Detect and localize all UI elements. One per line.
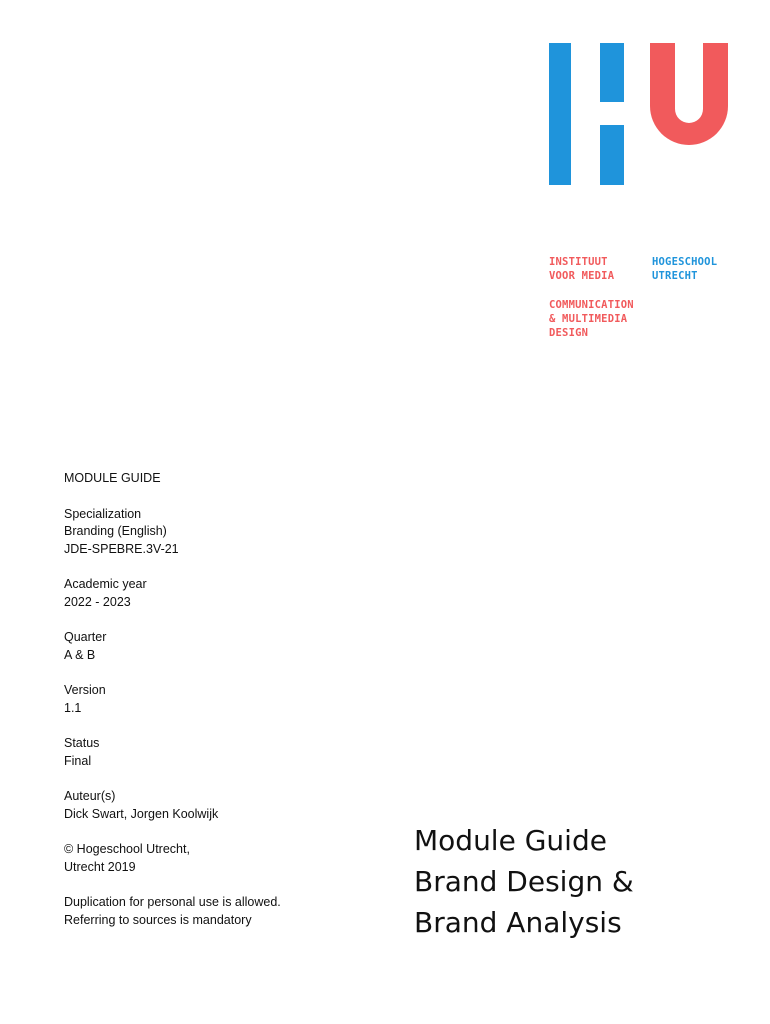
logo-letter-u-counter [675,43,703,123]
academic-year-value: 2022 - 2023 [64,594,131,609]
document-title [414,820,634,943]
copyright-line-2: Utrecht 2019 [64,859,136,874]
specialization-value: Branding (English) [64,524,167,538]
doc-type-block [64,470,364,488]
referring-notice: Referring to sources is mandatory [64,912,252,927]
hu-logo [549,43,729,185]
authors-value: Dick Swart, Jorgen Koolwijk [64,806,219,821]
title-line-2: Brand Design & [414,865,634,898]
status-value: Final [64,753,92,768]
logo-bar-middle-top [600,43,624,102]
title-line-1: Module Guide [414,824,607,857]
quarter-label: Quarter [64,630,107,644]
quarter-block [64,629,364,664]
academic-year-block [64,576,364,611]
copyright-block [64,841,364,876]
version-block [64,682,364,717]
quarter-value: A & B [64,647,96,662]
title-line-3: Brand Analysis [414,906,622,939]
logo-bar-left [549,43,571,185]
authors-label: Auteur(s) [64,789,116,803]
academic-year-label: Academic year [64,577,147,591]
specialization-label: Specialization [64,506,142,521]
logo-bar-middle-bottom [600,125,624,185]
usage-notice-block [64,894,364,929]
version-value: 1.1 [64,700,82,715]
copyright-line-1: © Hogeschool Utrecht, [64,842,190,856]
school-name: HOGESCHOOL UTRECHT [652,256,718,282]
document-meta [64,470,364,947]
authors-block [64,788,364,823]
status-block [64,735,364,770]
duplication-notice: Duplication for personal use is allowed. [64,895,281,909]
program-name: COMMUNICATION & MULTIMEDIA DESIGN [549,299,634,339]
institute-name: INSTITUUT VOOR MEDIA [549,256,615,282]
status-label: Status [64,736,100,750]
specialization-block [64,506,364,559]
version-label: Version [64,683,106,697]
specialization-code: JDE-SPEBRE.3V-21 [64,541,179,556]
doc-type: MODULE GUIDE [64,471,161,485]
